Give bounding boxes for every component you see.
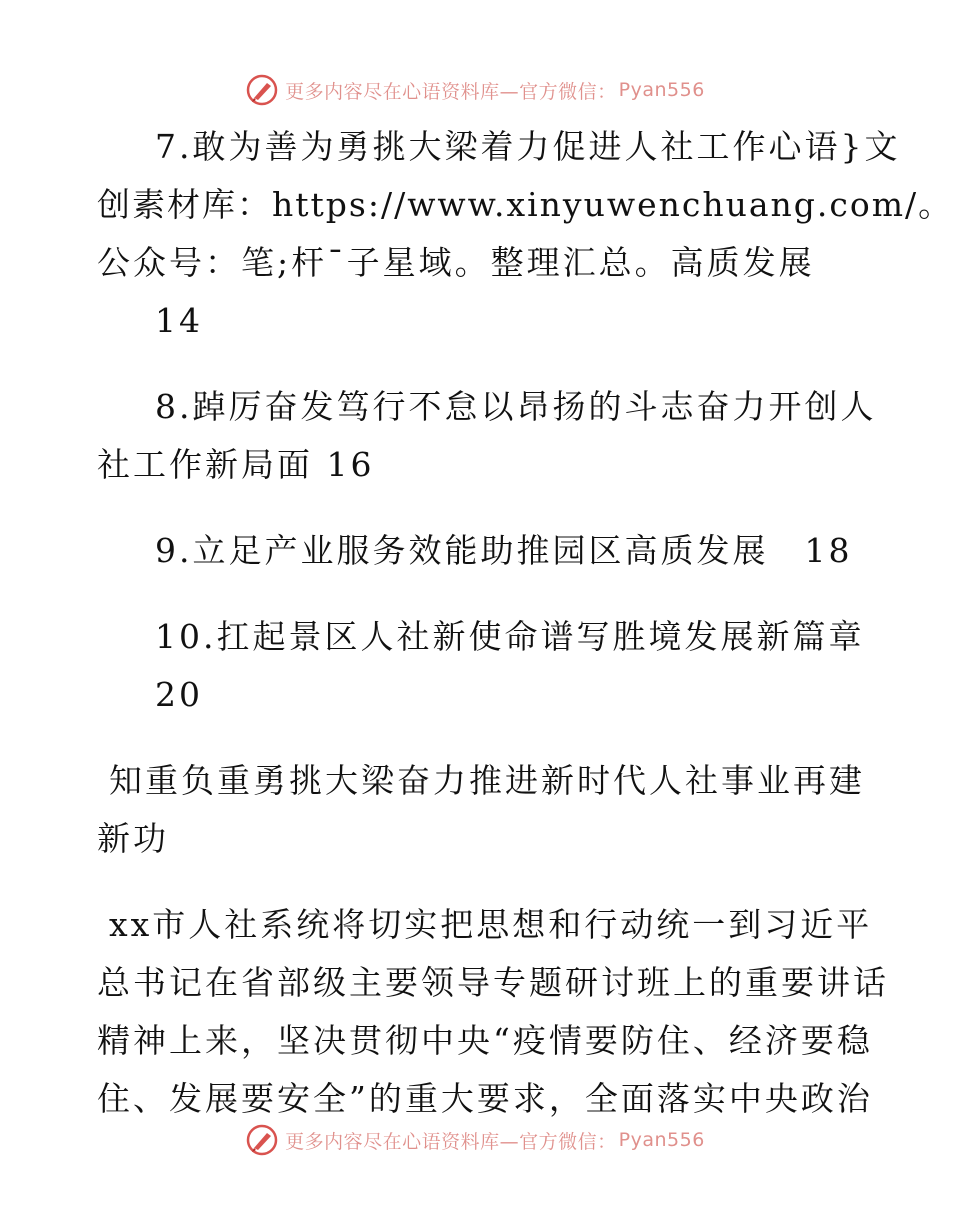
paragraph-line-3: 精神上来，坚决贯彻中央“疫情要防住、经济要稳 (97, 1021, 873, 1060)
toc-item-8-line-1: 8.踔厉奋发笃行不怠以昂扬的斗志奋力开创人 (155, 387, 877, 426)
watermark-wechat-id: Pyan556 (618, 1129, 705, 1151)
paragraph-line-1: xx市人社系统将切实把思想和行动统一到习近平 (109, 905, 873, 944)
document-body (97, 118, 953, 1128)
paragraph-line-2: 总书记在省部级主要领导专题研讨班上的重要讲话 (97, 963, 889, 1002)
toc-item-10-page: 20 (155, 675, 203, 714)
pen-logo-icon (245, 73, 279, 107)
toc-item-10-line-1: 10.扛起景区人社新使命谱写胜境发展新篇章 (155, 617, 865, 656)
toc-item-9-line-1: 9.立足产业服务效能助推园区高质发展 18 (155, 531, 853, 570)
watermark-text: 更多内容尽在心语资料库—官方微信： (285, 80, 617, 103)
toc-item-7-line-3: 公众号：笔;杆¯子星域。整理汇总。高质发展 (97, 243, 815, 282)
pen-logo-icon (245, 1123, 279, 1157)
toc-item-7-line-2: 创素材库：https://www.xinyuwenchuang.com/。 (97, 185, 953, 224)
watermark-text: 更多内容尽在心语资料库—官方微信： (285, 1130, 617, 1153)
footer-watermark (0, 1120, 950, 1160)
header-watermark (0, 70, 950, 110)
paragraph-line-4: 住、发展要安全”的重大要求，全面落实中央政治 (97, 1079, 873, 1118)
section-title-line-2: 新功 (97, 819, 169, 858)
toc-item-7-line-1: 7.敢为善为勇挑大梁着力促进人社工作心语}文 (155, 127, 901, 166)
watermark-wechat-id: Pyan556 (618, 79, 705, 101)
toc-item-7-page: 14 (155, 301, 203, 340)
toc-item-8-line-2: 社工作新局面 16 (97, 445, 375, 484)
section-title-line-1: 知重负重勇挑大梁奋力推进新时代人社事业再建 (109, 761, 865, 800)
